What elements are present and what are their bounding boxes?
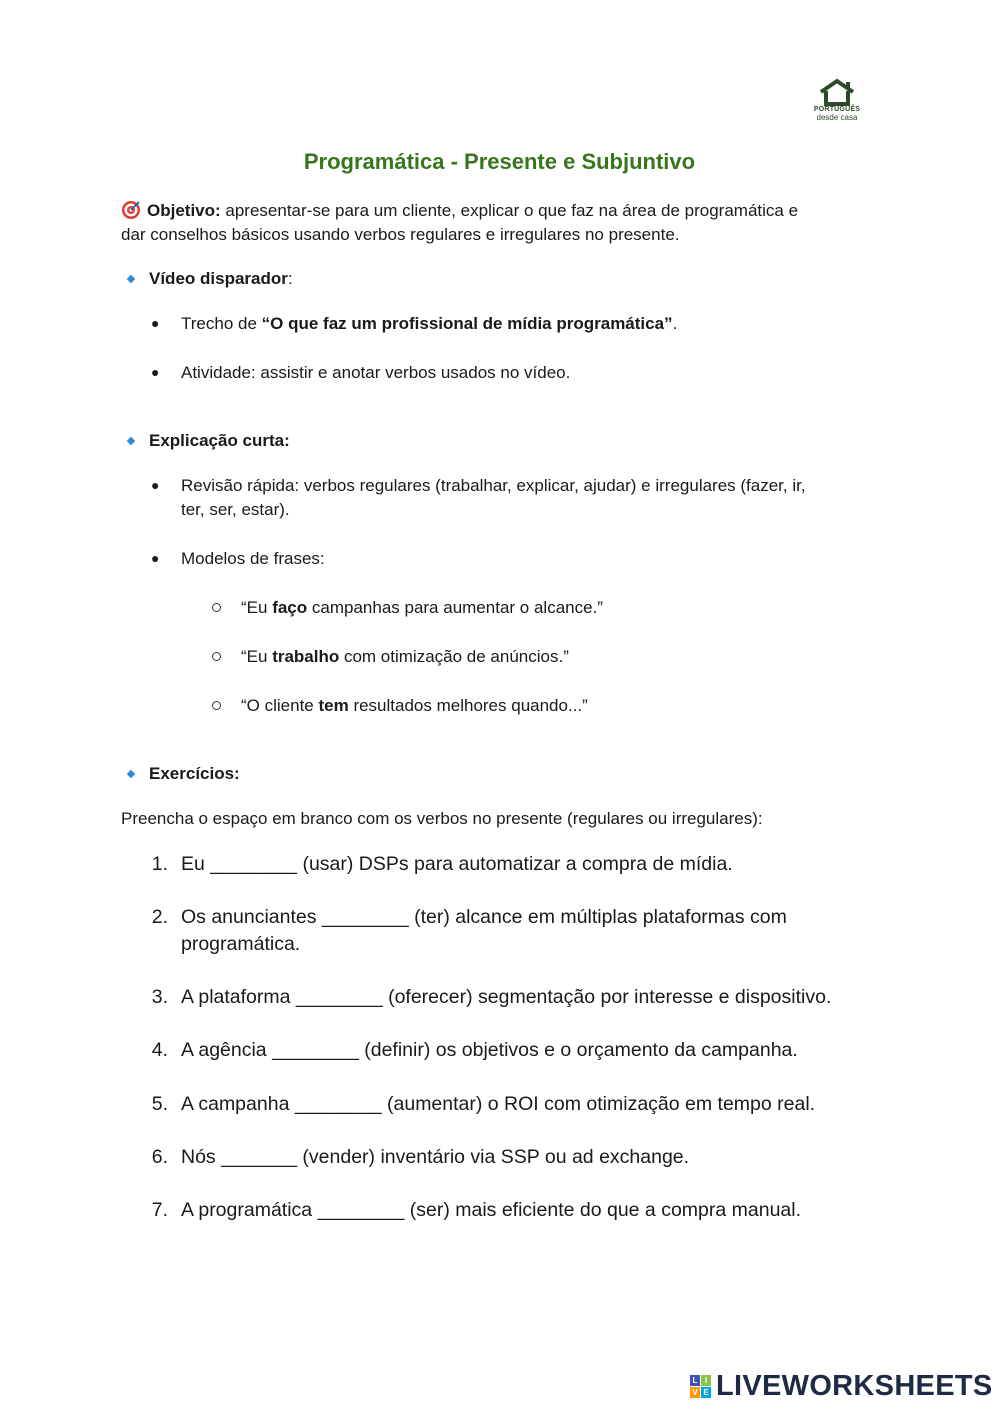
exercise-item-7[interactable]: A programática ________ (ser) mais eficiente do que a compra manual. bbox=[181, 1199, 802, 1221]
video-item-2: Atividade: assistir e anotar verbos usados no vídeo. bbox=[181, 363, 571, 382]
logo-line2: desde casa bbox=[816, 113, 858, 122]
exercise-item-3[interactable]: A plataforma ________ (oferecer) segmentação por interesse e dispositivo. bbox=[181, 986, 832, 1008]
exercise-item-2-line1[interactable]: Os anunciantes ________ (ter) alcance em múltiplas plataformas com bbox=[181, 906, 787, 928]
explanation-heading: Explicação curta: bbox=[149, 431, 290, 450]
diamond-bullet-icon bbox=[127, 770, 135, 778]
diamond-bullet-icon bbox=[127, 437, 135, 445]
circle-bullet-icon bbox=[212, 701, 221, 710]
video-heading: Vídeo disparador: bbox=[149, 269, 293, 288]
exercise-number: 3. bbox=[151, 986, 168, 1008]
exercise-number: 5. bbox=[151, 1093, 168, 1115]
liveworksheets-brand-text: LIVEWORKSHEETS bbox=[716, 1370, 993, 1402]
exercise-number: 7. bbox=[151, 1199, 168, 1221]
objective-label: Objetivo: bbox=[147, 201, 221, 220]
portugues-desde-casa-logo bbox=[806, 78, 868, 122]
target-icon bbox=[121, 200, 141, 220]
exercise-item-6[interactable]: Nós _______ (vender) inventário via SSP ou ad exchange. bbox=[181, 1146, 690, 1168]
page-title: Programática - Presente e Subjuntivo bbox=[303, 149, 696, 174]
liveworksheets-blocks-icon: L I V E bbox=[690, 1375, 712, 1399]
objective-line2: dar conselhos básicos usando verbos regulares e irregulares no presente. bbox=[121, 225, 680, 244]
bullet-icon: ● bbox=[151, 477, 160, 493]
bullet-icon: ● bbox=[151, 364, 160, 380]
house-icon bbox=[817, 78, 857, 106]
sentence-model-1: “Eu faço campanhas para aumentar o alcance.” bbox=[241, 598, 603, 617]
logo-line1: PORTUGUÊS bbox=[813, 106, 861, 113]
circle-bullet-icon bbox=[212, 603, 221, 612]
bullet-icon: ● bbox=[151, 550, 160, 566]
exercises-instruction: Preencha o espaço em branco com os verbos no presente (regulares ou irregulares): bbox=[121, 809, 763, 828]
exercises-heading: Exercícios: bbox=[149, 764, 240, 783]
circle-bullet-icon bbox=[212, 652, 221, 661]
exercise-item-4[interactable]: A agência ________ (definir) os objetivos e o orçamento da campanha. bbox=[181, 1039, 798, 1061]
exercise-number: 6. bbox=[151, 1146, 168, 1168]
objective-line1 bbox=[121, 199, 798, 223]
exercise-number: 1. bbox=[151, 853, 168, 875]
bullet-icon: ● bbox=[151, 315, 160, 331]
objective-text1: apresentar-se para um cliente, explicar o que faz na área de programática e bbox=[220, 201, 799, 220]
explanation-item-1-line1: Revisão rápida: verbos regulares (trabalhar, explicar, ajudar) e irregulares (fazer, ir, bbox=[181, 476, 806, 495]
explanation-item-2: Modelos de frases: bbox=[181, 549, 325, 568]
sentence-model-2: “Eu trabalho com otimização de anúncios.” bbox=[241, 647, 569, 666]
exercise-item-2-line2: programática. bbox=[181, 933, 301, 955]
exercise-item-1[interactable]: Eu ________ (usar) DSPs para automatizar a compra de mídia. bbox=[181, 853, 733, 875]
sentence-model-3: “O cliente tem resultados melhores quando...” bbox=[241, 696, 588, 715]
exercise-number: 4. bbox=[151, 1039, 168, 1061]
exercise-number: 2. bbox=[151, 906, 168, 928]
exercise-item-5[interactable]: A campanha ________ (aumentar) o ROI com otimização em tempo real. bbox=[181, 1093, 816, 1115]
diamond-bullet-icon bbox=[127, 275, 135, 283]
explanation-item-1-line2: ter, ser, estar). bbox=[181, 500, 290, 519]
video-item-1: Trecho de “O que faz um profissional de mídia programática”. bbox=[181, 314, 678, 333]
